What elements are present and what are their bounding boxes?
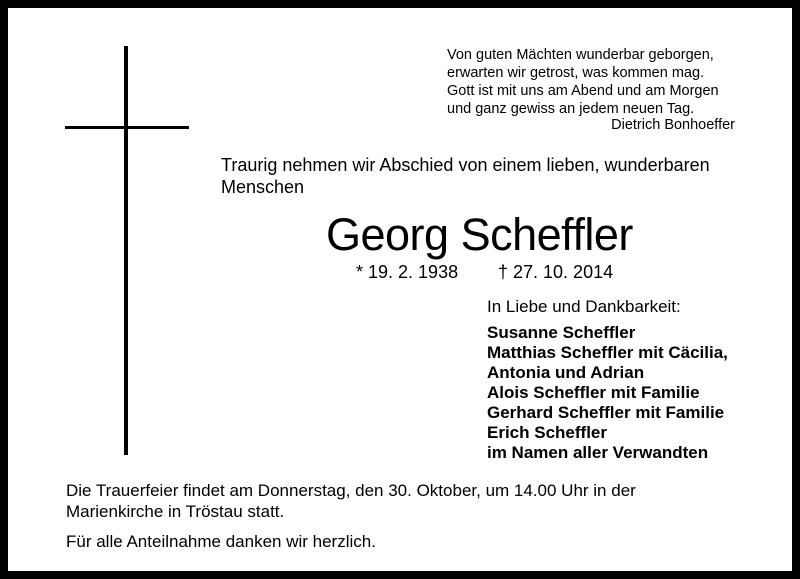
deceased-name: Georg Scheffler (326, 209, 633, 260)
poem (447, 46, 719, 118)
poem-line: Von guten Mächten wunderbar geborgen, (447, 47, 714, 63)
mourners-list (487, 323, 728, 463)
mourner-name: Antonia und Adrian (487, 363, 645, 382)
mourner-name: Matthias Scheffler mit Cäcilia, (487, 343, 728, 362)
thanks-line: Für alle Anteilnahme danken wir herzlich. (66, 532, 376, 551)
poem-line: und ganz gewiss an jedem neuen Tag. (447, 101, 695, 117)
death-date: † 27. 10. 2014 (498, 262, 614, 282)
cross-icon-horizontal (65, 126, 189, 129)
poem-line: erwarten wir getrost, was kommen mag. (447, 65, 705, 81)
funeral-line: Marienkirche in Tröstau statt. (66, 502, 285, 521)
poem-author: Dietrich Bonhoeffer (611, 117, 735, 133)
mourner-name: Erich Scheffler (487, 423, 607, 442)
poem-line: Gott ist mit uns am Abend und am Morgen (447, 83, 719, 99)
mourner-name: im Namen aller Verwandten (487, 443, 709, 462)
cross-icon-vertical (124, 46, 128, 455)
mourners-intro: In Liebe und Dankbarkeit: (487, 297, 681, 316)
intro-line: Menschen (221, 177, 305, 197)
mourner-name: Gerhard Scheffler mit Familie (487, 403, 725, 422)
mourner-name: Alois Scheffler mit Familie (487, 383, 700, 402)
funeral-line: Die Trauerfeier findet am Donnerstag, den 30. Oktober, um 14.00 Uhr in der (66, 481, 636, 500)
funeral-notice (66, 480, 636, 552)
intro-line: Traurig nehmen wir Abschied von einem lieben, wunderbaren (221, 155, 710, 175)
birth-date: * 19. 2. 1938 (356, 262, 459, 282)
intro-text (221, 154, 761, 198)
mourner-name: Susanne Scheffler (487, 323, 636, 342)
